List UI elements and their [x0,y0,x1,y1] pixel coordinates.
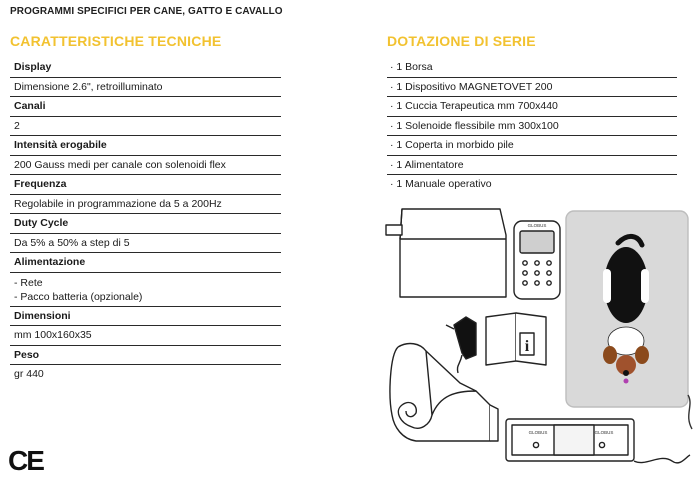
kit-item: · 1 Solenoide flessibile mm 300x100 [387,117,677,137]
spec-label: Alimentazione [10,253,281,273]
specs-table [10,58,281,385]
bag-icon [386,209,506,297]
spec-value: Regolabile in programmazione da 5 a 200Hz [10,195,281,215]
therapeutic-pad-icon [566,211,692,429]
equipment-illustration [380,205,700,475]
flexible-solenoid-icon [506,419,690,463]
spec-value: Da 5% a 50% a step di 5 [10,234,281,254]
svg-text:i: i [524,338,530,355]
spec-label: Frequenza [10,175,281,195]
specs-section-title: CARATTERISTICHE TECNICHE [10,33,222,49]
kit-section-title: DOTAZIONE DI SERIE [387,33,536,49]
page-header-title: PROGRAMMI SPECIFICI PER CANE, GATTO E CAVALLO [10,6,283,17]
spec-label: Dimensioni [10,307,281,327]
kit-item: · 1 Borsa [387,58,677,78]
kit-item: · 1 Alimentatore [387,156,677,176]
svg-text:GLOBUS: GLOBUS [594,430,614,435]
spec-label: Display [10,58,281,78]
kit-item: · 1 Coperta in morbido pile [387,136,677,156]
spec-label: Intensità erogabile [10,136,281,156]
spec-value: mm 100x160x35 [10,326,281,346]
spec-label: Canali [10,97,281,117]
spec-value-line: - Rete [14,276,43,289]
magnetovet-device-icon [514,221,560,299]
spec-value-line: - Pacco batteria (opzionale) [14,290,143,303]
svg-text:GLOBUS: GLOBUS [527,223,547,228]
manual-icon [486,313,546,365]
spec-label: Peso [10,346,281,366]
spec-label: Duty Cycle [10,214,281,234]
power-adapter-icon [446,317,476,373]
blanket-icon [390,344,498,441]
spec-value: 2 [10,117,281,137]
kit-item: · 1 Manuale operativo [390,178,492,190]
ce-mark-logo: CE [8,445,43,476]
spec-value: gr 440 [14,368,44,380]
kit-item: · 1 Dispositivo MAGNETOVET 200 [387,78,677,98]
spec-value: Dimensione 2.6", retroilluminato [10,78,281,98]
spec-value [10,273,281,307]
svg-text:GLOBUS: GLOBUS [528,430,548,435]
spec-value: 200 Gauss medi per canale con solenoidi flex [10,156,281,176]
kit-list [387,58,677,195]
kit-item: · 1 Cuccia Terapeutica mm 700x440 [387,97,677,117]
